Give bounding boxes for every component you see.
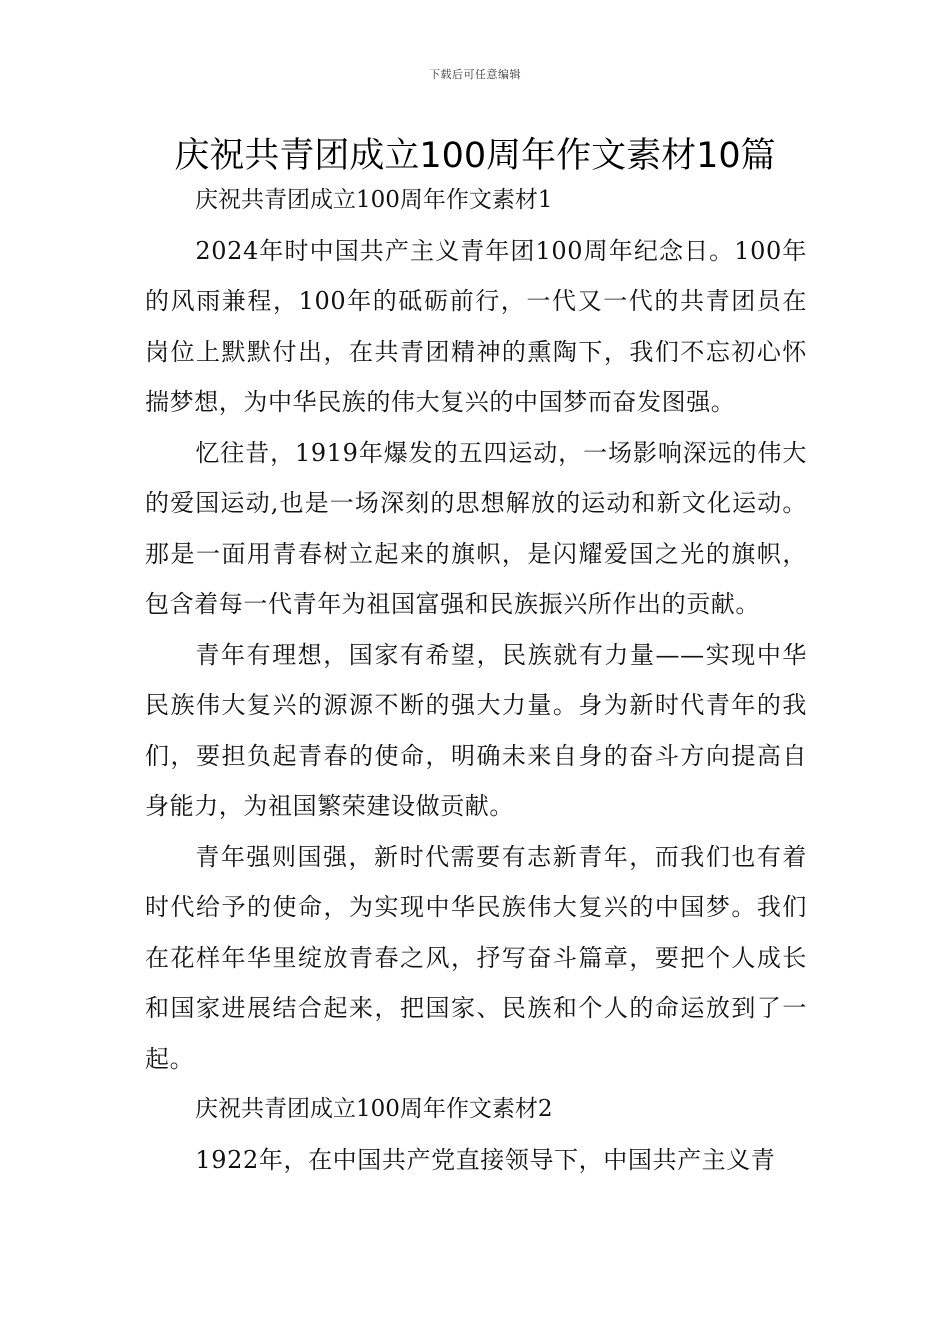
section-heading-1: 庆祝共青团成立100周年作文素材1 (195, 187, 553, 213)
header-note: 下载后可任意编辑 (429, 68, 521, 81)
document-title: 庆祝共青团成立100周年作文素材10篇 (174, 136, 776, 176)
paragraph: 2024年时中国共产主义青年团100周年纪念日。100年的风雨兼程，100年的砥砺前行，一代又一代的共青团员在岗位上默默付出，在共青团精神的熏陶下，我们不忘初心怀揣梦想，为中华民族的伟大复兴的中国梦而奋发图强。 (145, 236, 807, 416)
paragraph: 1922年，在中国共产党直接领导下，中国共产主义青 (195, 1145, 776, 1174)
paragraph: 忆往昔，1919年爆发的五四运动，一场影响深远的伟大的爱国运动,也是一场深刻的思想解放的运动和新文化运动。那是一面用青春树立起来的旗帜，是闪耀爱国之光的旗帜，包含着每一代青年为祖国富强和民族振兴所作出的贡献。 (145, 438, 807, 618)
section-heading-2: 庆祝共青团成立100周年作文素材2 (195, 1096, 553, 1122)
paragraph: 青年有理想，国家有希望，民族就有力量——实现中华民族伟大复兴的源源不断的强大力量。身为新时代青年的我们，要担负起青春的使命，明确未来自身的奋斗方向提高自身能力，为祖国繁荣建设做贡献。 (145, 640, 807, 820)
document-body (145, 175, 807, 1185)
paragraph: 青年强则国强，新时代需要有志新青年，而我们也有着时代给予的使命，为实现中华民族伟大复兴的中国梦。我们在花样年华里绽放青春之风，抒写奋斗篇章，要把个人成长和国家进展结合起来，把国家、民族和个人的命运放到了一起。 (145, 842, 807, 1073)
